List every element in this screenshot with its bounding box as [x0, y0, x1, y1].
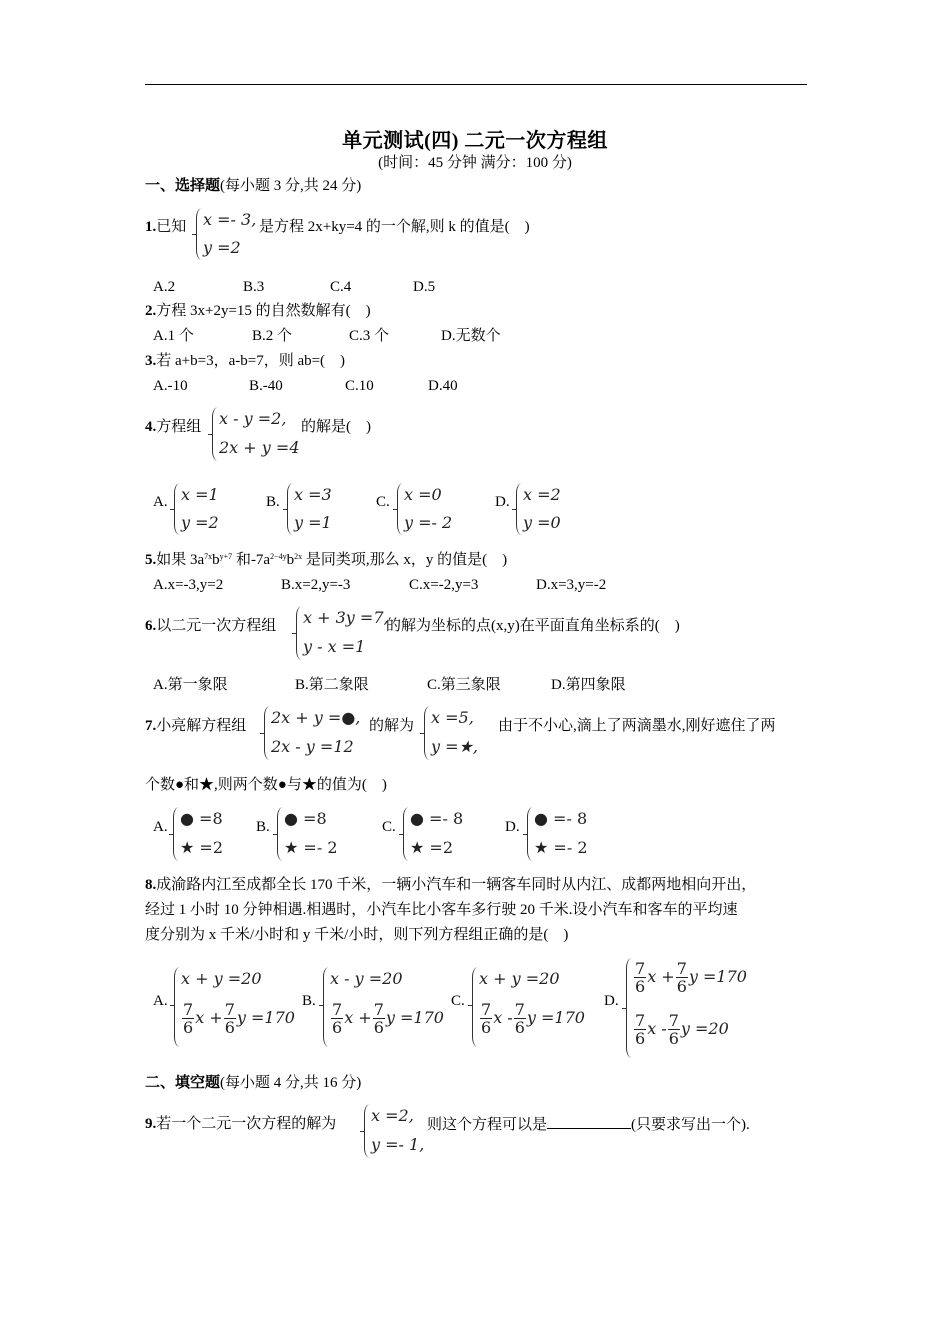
question-2 [145, 301, 371, 321]
question-text: 成渝路内江至成都全长 170 千米，一辆小汽车和一辆客车同时从内江、成都两地相向开出， [156, 877, 757, 893]
option-d[interactable]: D.5 [413, 279, 436, 295]
equation: ★ =- 2 [534, 838, 588, 857]
equation: x - y =20 [330, 969, 403, 988]
question-text: 是方程 2x+ky=4 的一个解,则 k 的值是( ) [259, 219, 530, 235]
question-text: 小亮解方程组 [156, 718, 247, 734]
term: y =170 [236, 1008, 295, 1027]
option-c[interactable]: C.x=-2,y=3 [409, 577, 479, 593]
equation: x + 3y =7, [303, 608, 389, 627]
question-text: 若一个二元一次方程的解为 [156, 1116, 337, 1132]
question-7 [145, 716, 246, 736]
equation: y =0 [523, 513, 561, 532]
term: y =170 [688, 967, 747, 986]
section-2-title: 二、填空题 [145, 1075, 221, 1091]
question-text: 是同类项,那么 x，y 的值是( ) [302, 552, 508, 568]
option-d[interactable]: D.40 [428, 378, 458, 394]
term: y =170 [385, 1008, 444, 1027]
equation: x =1 [181, 485, 219, 504]
option-b-label[interactable]: B. [266, 494, 280, 510]
option-a[interactable]: A.2 [153, 279, 176, 295]
question-5 [145, 550, 507, 570]
numerator: 7 [481, 1000, 492, 1019]
option-c-label[interactable]: C. [382, 819, 396, 835]
option-d-label[interactable]: D. [505, 819, 520, 835]
header-rule [145, 84, 807, 85]
question-text: 以二元一次方程组 [156, 618, 277, 634]
question-9 [145, 1114, 336, 1134]
option-a[interactable]: A.-10 [153, 378, 188, 394]
option-d-label[interactable]: D. [495, 494, 510, 510]
equation: x + y =20 [479, 969, 560, 988]
option-a[interactable]: A.x=-3,y=2 [153, 577, 224, 593]
option-c[interactable]: C.4 [330, 279, 352, 295]
equation: x + y =20 [181, 969, 262, 988]
question-text: (只要求写出一个). [631, 1117, 750, 1133]
numerator: 7 [676, 959, 687, 978]
equation: y =2 [203, 238, 241, 257]
question-1 [145, 217, 186, 237]
term: x + [344, 1008, 372, 1027]
question-text: 经过 1 小时 10 分钟相遇.相遇时，小汽车比小客车多行驶 20 千米.设小汽车和客车的平均速 [145, 902, 738, 918]
equation: x =0 [404, 485, 442, 504]
question-6 [145, 616, 276, 636]
equation: 2x + y =4 [219, 438, 300, 457]
question-8 [145, 875, 756, 895]
page-title: 单元测试(四) 二元一次方程组 [342, 130, 608, 152]
option-c-label[interactable]: C. [451, 993, 465, 1009]
section-1-title: 一、选择题 [145, 178, 221, 194]
question-number: 4. [145, 419, 157, 435]
numerator: 7 [635, 1011, 646, 1030]
equation: x =3 [294, 485, 332, 504]
equation [633, 960, 747, 995]
denominator: 6 [224, 1018, 235, 1037]
equation: 2x - y =12 [271, 737, 354, 756]
option-c[interactable]: C.第三象限 [427, 677, 501, 693]
question-3 [145, 351, 345, 371]
option-a-label[interactable]: A. [153, 819, 168, 835]
question-text: 方程 3x+2y=15 的自然数解有( ) [156, 303, 371, 319]
question-number: 8. [145, 877, 157, 893]
numerator: 7 [183, 1000, 194, 1019]
question-text: b [286, 552, 295, 568]
option-d[interactable]: D.第四象限 [551, 677, 626, 693]
equation: ● =8 [284, 809, 327, 828]
equation: ● =8 [180, 809, 223, 828]
equation: x =2, [371, 1106, 414, 1125]
question-9-tail [427, 1114, 750, 1135]
question-text: 的解为 [369, 718, 415, 734]
option-d[interactable]: D.x=3,y=-2 [536, 577, 607, 593]
equation: 2x + y =●, [271, 708, 361, 727]
question-number: 2. [145, 303, 157, 319]
equation: y =- 1, [371, 1135, 425, 1154]
equation: ★ =- 2 [284, 838, 338, 857]
denominator: 6 [183, 1018, 194, 1037]
equation: y =1 [294, 513, 332, 532]
term: y =170 [526, 1008, 585, 1027]
exponent: 2−4y [270, 552, 287, 561]
equation [181, 1001, 295, 1036]
question-text: 的解是( ) [301, 419, 371, 435]
section-1-heading [145, 176, 361, 196]
equation: ● =- 8 [410, 809, 464, 828]
question-text: 和-7a [232, 552, 271, 568]
section-2-heading [145, 1073, 361, 1093]
option-d-label[interactable]: D. [604, 993, 619, 1009]
question-number: 7. [145, 718, 157, 734]
question-text: 方程组 [156, 419, 202, 435]
equation [633, 1012, 729, 1047]
term: x + [647, 967, 675, 986]
denominator: 6 [332, 1018, 343, 1037]
option-b[interactable]: B.-40 [249, 378, 283, 394]
question-text: 由于不小心,滴上了两滴墨水,刚好遮住了两 [498, 718, 776, 734]
answer-blank[interactable] [547, 1114, 631, 1129]
numerator: 7 [224, 1000, 235, 1019]
equation: x =- 3, [203, 210, 257, 229]
equation: x - y =2, [219, 409, 287, 428]
question-4 [145, 417, 201, 437]
question-text: 如果 3a [156, 552, 205, 568]
equation [479, 1001, 585, 1036]
question-text: 度分别为 x 千米/小时和 y 千米/小时，则下列方程组正确的是( ) [145, 927, 569, 943]
option-b-label[interactable]: B. [256, 819, 270, 835]
section-2-note: (每小题 4 分,共 16 分) [220, 1075, 362, 1091]
question-text: 则这个方程可以是 [427, 1117, 548, 1133]
numerator: 7 [668, 1011, 679, 1030]
option-a-label[interactable]: A. [153, 993, 168, 1009]
equation: ● =- 8 [534, 809, 588, 828]
option-c-label[interactable]: C. [376, 494, 390, 510]
equation: x =5, [431, 708, 474, 727]
option-a[interactable]: A.第一象限 [153, 677, 228, 693]
option-d[interactable]: D.无数个 [441, 328, 501, 344]
option-c[interactable]: C.10 [345, 378, 374, 394]
option-c[interactable]: C.3 个 [349, 328, 390, 344]
equation: ★ =2 [410, 838, 454, 857]
option-a[interactable]: A.1 个 [153, 328, 194, 344]
denominator: 6 [635, 1029, 646, 1048]
equation: y =- 2 [404, 513, 453, 532]
equation: y - x =1 [303, 637, 366, 656]
numerator: 7 [373, 1000, 384, 1019]
equation: x =2 [523, 485, 561, 504]
question-text: 的解为坐标的点(x,y)在平面直角坐标系的( ) [386, 618, 680, 634]
question-number: 5. [145, 552, 157, 568]
question-number: 1. [145, 219, 157, 235]
exponent: 2x [294, 552, 303, 561]
question-number: 6. [145, 618, 157, 634]
term: x + [195, 1008, 223, 1027]
option-a-label[interactable]: A. [153, 494, 168, 510]
denominator: 6 [481, 1018, 492, 1037]
denominator: 6 [676, 977, 687, 996]
question-text: 已知 [156, 219, 187, 235]
denominator: 6 [635, 977, 646, 996]
equation: y =★, [431, 737, 478, 756]
option-b[interactable]: B.2 个 [252, 328, 293, 344]
denominator: 6 [373, 1018, 384, 1037]
equation: y =2 [181, 513, 219, 532]
question-text: b [212, 552, 220, 568]
term: x - [647, 1019, 667, 1038]
numerator: 7 [635, 959, 646, 978]
denominator: 6 [514, 1018, 525, 1037]
question-text: 若 a+b=3，a-b=7，则 ab=( ) [156, 353, 346, 369]
equation [330, 1001, 444, 1036]
option-b-label[interactable]: B. [302, 993, 316, 1009]
exponent: 7x [204, 552, 213, 561]
question-number: 3. [145, 353, 157, 369]
option-b[interactable]: B.3 [243, 279, 265, 295]
equation: ★ =2 [180, 838, 224, 857]
denominator: 6 [668, 1029, 679, 1048]
term: x - [493, 1008, 513, 1027]
option-b[interactable]: B.第二象限 [295, 677, 369, 693]
numerator: 7 [514, 1000, 525, 1019]
section-1-note: (每小题 3 分,共 24 分) [220, 178, 362, 194]
page-subtitle: (时间：45 分钟 满分：100 分) [378, 155, 572, 171]
question-text: 个数●和★,则两个数●与★的值为( ) [145, 777, 387, 793]
question-number: 9. [145, 1116, 157, 1132]
numerator: 7 [332, 1000, 343, 1019]
exponent: y+7 [219, 552, 233, 561]
term: y =20 [680, 1019, 729, 1038]
option-b[interactable]: B.x=2,y=-3 [281, 577, 351, 593]
